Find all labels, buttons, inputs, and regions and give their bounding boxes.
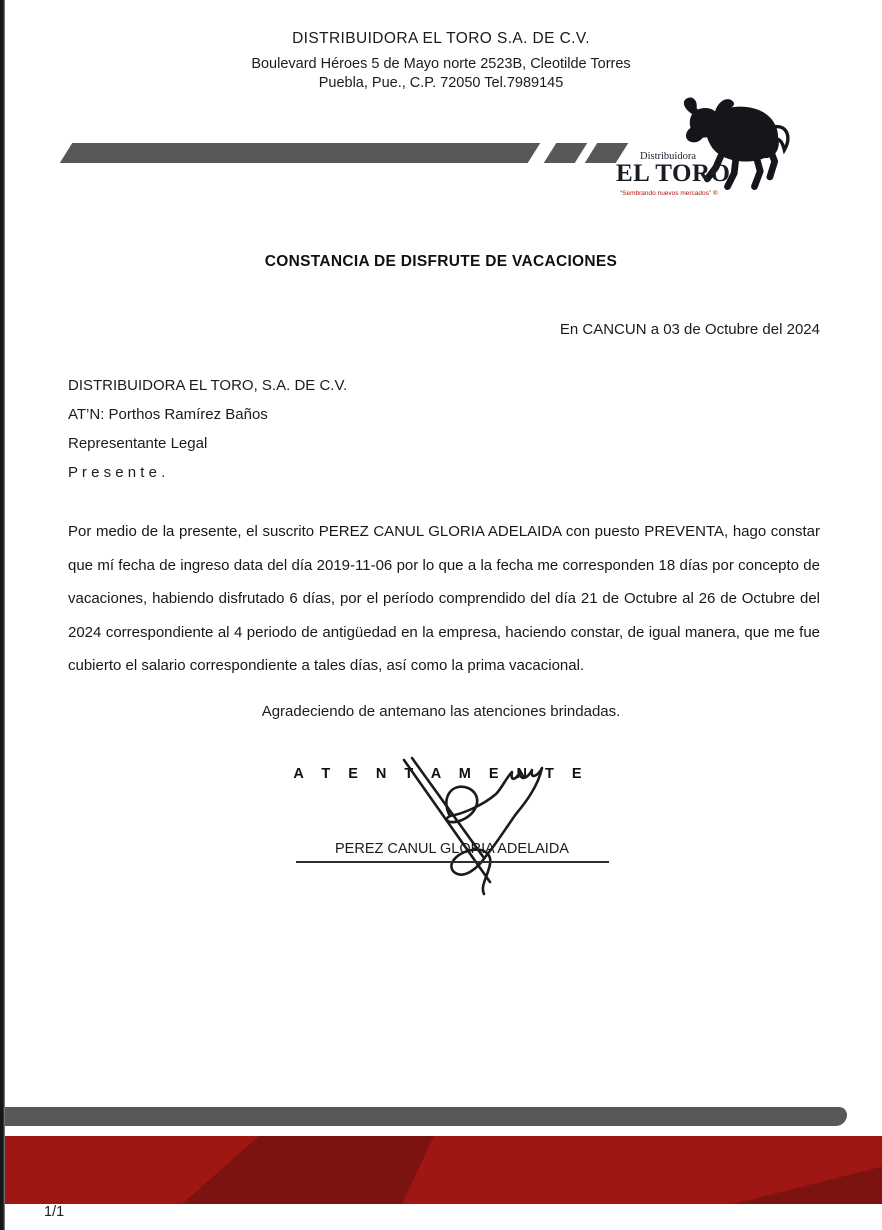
header-stripe-segment (544, 143, 587, 163)
header-stripe-main (60, 143, 540, 163)
closing-line: Agradeciendo de antemano las atenciones brindadas. (261, 703, 621, 720)
recipient-block (68, 371, 347, 487)
company-logo (612, 96, 817, 210)
recipient-company: DISTRIBUIDORA EL TORO, S.A. DE C.V. (68, 377, 348, 394)
logo-tagline: “Sembrando nuevos mercados” ® (620, 190, 718, 197)
recipient-role: Representante Legal (68, 435, 208, 452)
signature-heading: A T E N T A M E N T E (293, 766, 589, 782)
recipient-attention: AT’N: Porthos Ramírez Baños (68, 406, 268, 423)
footer-red-band (5, 1136, 882, 1204)
signature-line (296, 861, 609, 863)
signature-scribble-icon (388, 750, 584, 898)
recipient-salutation: P r e s e n t e . (68, 464, 166, 481)
letterhead-company-name: DISTRIBUIDORA EL TORO S.A. DE C.V. (292, 30, 590, 47)
footer-gray-bar (5, 1107, 847, 1126)
signatory-name: PEREZ CANUL GLORIA ADELAIDA (335, 841, 569, 857)
letterhead-address-line1: Boulevard Héroes 5 de Mayo norte 2523B, Cleotilde Torres (251, 56, 631, 72)
logo-text-distribuidora: Distribuidora (640, 151, 696, 162)
letter-body: Por medio de la presente, el suscrito PEREZ CANUL GLORIA ADELAIDA con puesto PREVENTA, hago constar que mí fecha de ingreso data del día 2019-11-06 por lo que a la fecha me corresponden 18 días por concepto de vacaciones, habiendo disfrutado 6 días, por el período comprendido del día 21 de Octubre al 26 de Octubre del 2024 correspondiente al 4 periodo de antigüedad en la empresa, haciendo constar, de igual manera, que me fue cubierto el salario correspondiente a tales días, así como la prima vacacional. (68, 523, 820, 674)
letterhead-address-line2: Puebla, Pue., C.P. 72050 Tel.7989145 (318, 75, 564, 91)
document-title: CONSTANCIA DE DISFRUTE DE VACACIONES (264, 253, 618, 270)
footer-red-band-shade (5, 1136, 882, 1204)
logo-text-el-toro: EL TORO (616, 160, 731, 187)
scan-edge-shadow (0, 0, 5, 1230)
dateline: En CANCUN a 03 de Octubre del 2024 (559, 321, 820, 338)
page-number: 1/1 (44, 1204, 65, 1220)
footer-red-band-corner-shade (5, 1136, 882, 1204)
